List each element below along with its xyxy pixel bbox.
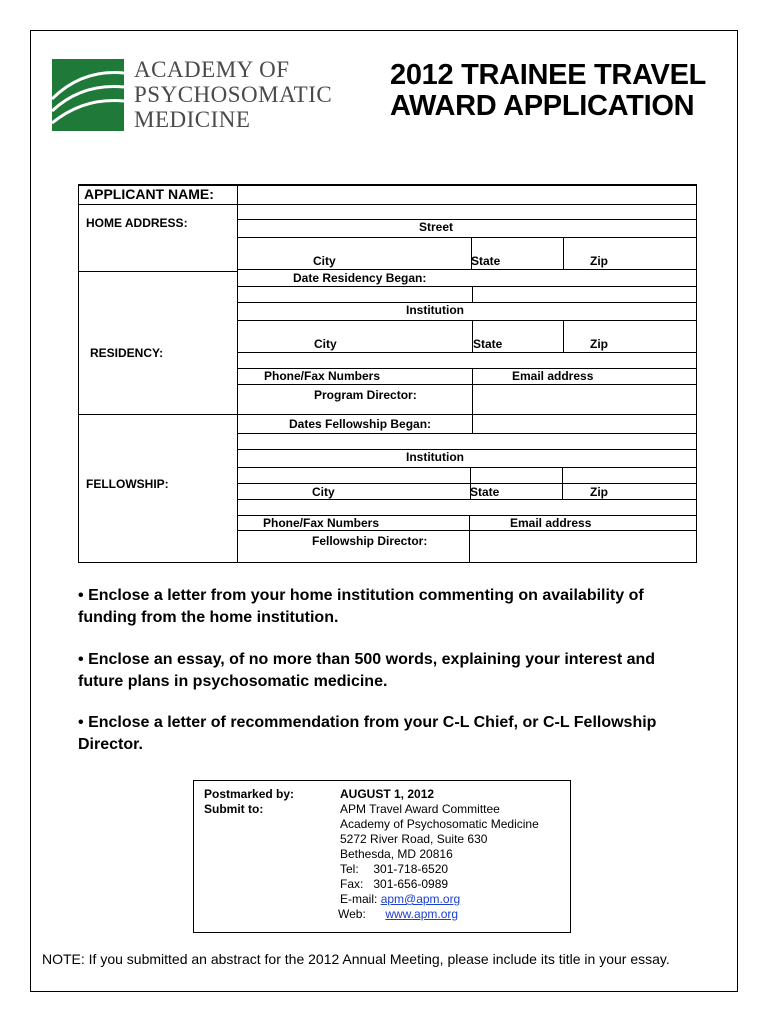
- residency-city-label: City: [314, 337, 337, 351]
- address-line-3: 5272 River Road, Suite 630: [340, 832, 488, 846]
- fellowship-zip-label: Zip: [590, 485, 608, 499]
- bullet-item-1: [78, 585, 678, 629]
- postmarked-label: Postmarked by:: [204, 787, 295, 801]
- web-line: [338, 907, 458, 922]
- fax-number: 301-656-0989: [373, 877, 449, 891]
- applicant-name-label: APPLICANT NAME:: [84, 186, 214, 202]
- fellowship-director-label: Fellowship Director:: [312, 534, 428, 548]
- residency-phone-fax-label: Phone/Fax Numbers: [264, 369, 381, 383]
- logo-mark-icon: [52, 59, 124, 131]
- home-city-label: City: [313, 254, 336, 268]
- residency-email-label: Email address: [512, 369, 594, 383]
- fellowship-city-label: City: [312, 485, 335, 499]
- email-label: E-mail:: [340, 892, 378, 906]
- street-label: Street: [419, 220, 454, 234]
- email-link[interactable]: apm@apm.org: [380, 892, 461, 906]
- academy-logo: [52, 57, 352, 137]
- tel-number: 301-718-6520: [373, 862, 449, 876]
- title-line-2: AWARD APPLICATION: [390, 90, 695, 122]
- footer-note: NOTE: If you submitted an abstract for the 2012 Annual Meeting, please include its title in your essay.: [42, 951, 670, 967]
- date-residency-began-label: Date Residency Began:: [293, 271, 427, 285]
- address-line-4: Bethesda, MD 20816: [340, 847, 453, 861]
- home-address-label: HOME ADDRESS:: [86, 216, 188, 230]
- web-link[interactable]: www.apm.org: [385, 907, 459, 921]
- deadline-date: AUGUST 1, 2012: [340, 787, 435, 801]
- email-line: [340, 892, 460, 907]
- logo-line-3: MEDICINE: [134, 107, 251, 132]
- web-label: Web:: [338, 907, 366, 921]
- bullet-item-2: [78, 649, 678, 693]
- home-zip-label: Zip: [590, 254, 608, 268]
- bullet-icon: •: [78, 587, 84, 604]
- fellowship-label: FELLOWSHIP:: [86, 477, 169, 491]
- residency-institution-label: Institution: [406, 303, 464, 317]
- tel-line: [340, 862, 448, 877]
- logo-text: [134, 57, 332, 132]
- fax-line: [340, 877, 448, 892]
- fellowship-state-label: State: [470, 485, 500, 499]
- logo-line-1: ACADEMY OF: [134, 57, 290, 82]
- title-line-1: 2012 TRAINEE TRAVEL: [390, 59, 707, 91]
- fellowship-institution-label: Institution: [406, 450, 464, 464]
- bullet-text: Enclose an essay, of no more than 500 words, explaining your interest and future plans in psychosomatic medicine.: [78, 651, 656, 690]
- logo-line-2: PSYCHOSOMATIC: [134, 82, 333, 107]
- submission-info-box: [193, 780, 571, 933]
- fellowship-phone-fax-label: Phone/Fax Numbers: [263, 516, 380, 530]
- tel-label: Tel:: [340, 862, 359, 876]
- home-state-label: State: [471, 254, 501, 268]
- page-title: [390, 60, 706, 122]
- residency-state-label: State: [473, 337, 503, 351]
- bullet-text: Enclose a letter of recommendation from your C-L Chief, or C-L Fellowship Director.: [78, 714, 657, 753]
- fax-label: Fax:: [340, 877, 364, 891]
- address-line-1: APM Travel Award Committee: [340, 802, 500, 816]
- bullet-icon: •: [78, 714, 84, 731]
- residency-zip-label: Zip: [590, 337, 608, 351]
- submit-to-label: Submit to:: [204, 802, 264, 816]
- residency-label: RESIDENCY:: [90, 346, 164, 360]
- dates-fellowship-began-label: Dates Fellowship Began:: [289, 417, 432, 431]
- program-director-label: Program Director:: [314, 388, 417, 402]
- fellowship-email-label: Email address: [510, 516, 592, 530]
- address-line-2: Academy of Psychosomatic Medicine: [340, 817, 539, 831]
- bullet-item-3: [78, 712, 678, 756]
- bullet-text: Enclose a letter from your home institution commenting on availability of funding from the home institution.: [78, 587, 644, 626]
- bullet-icon: •: [78, 651, 84, 668]
